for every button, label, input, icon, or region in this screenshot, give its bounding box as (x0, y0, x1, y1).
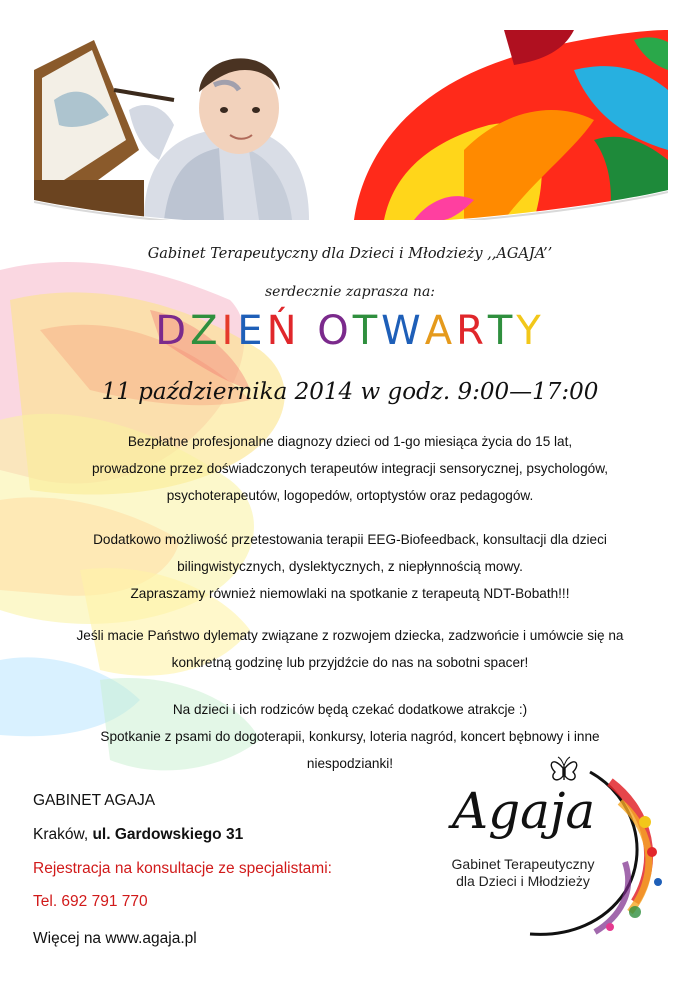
title-letter: R (456, 308, 488, 354)
title-letter: Y (516, 308, 545, 354)
title-letter: W (381, 308, 425, 354)
title-letter: Ń (266, 308, 301, 354)
title-letter: Z (190, 308, 222, 354)
text-line: psychoterapeutów, logopedów, ortoptystów oraz pedagogów. (166, 488, 534, 503)
title-letter: O (317, 308, 353, 354)
event-date: 11 października 2014 w godz. 9:00—17:00 (101, 379, 599, 405)
text-line: konkretną godzinę lub przyjdźcie do nas na sobotni spacer! (171, 655, 529, 670)
text-line: Bezpłatne profesjonalne diagnozy dzieci od 1-go miesiąca życia do 15 lat, (127, 434, 573, 449)
header-banner-image (34, 30, 668, 220)
paragraph-dilemmas (0, 622, 700, 676)
text-line: bilingwistycznych, dyslektycznych, z niepłynnością mowy. (177, 559, 523, 574)
contact-name: GABINET AGAJA (33, 792, 156, 809)
logo-subtitle-line: Gabinet Terapeutyczny (451, 856, 595, 872)
invite-line: serdecznie zaprasza na: (264, 284, 436, 300)
title-letter: A (424, 308, 457, 354)
title-letter: D (155, 308, 191, 354)
contact-registration: Rejestracja na konsultacje ze specjalistami: (33, 860, 332, 877)
title-letter (300, 308, 317, 354)
text-line: Jeśli macie Państwo dylematy związane z rozwojem dziecka, zadzwońcie i umówcie się na (76, 628, 624, 643)
event-title (0, 308, 700, 354)
butterfly-icon (551, 757, 576, 780)
title-letter: E (237, 308, 267, 354)
text-line: prowadzone przez doświadczonych terapeutów integracji sensorycznej, psychologów, (91, 461, 609, 476)
paragraph-diagnoses (0, 428, 700, 509)
contact-street: ul. Gardowskiego 31 (92, 826, 244, 843)
logo-subtitle-line: dla Dzieci i Młodzieży (456, 873, 590, 889)
organization-line: Gabinet Terapeutyczny dla Dzieci i Młodzieży ,,AGAJA’’ (147, 246, 553, 262)
logo-subtitle (428, 856, 618, 890)
text-line: Spotkanie z psami do dogoterapii, konkursy, loteria nagród, koncert bębnowy i inne (100, 729, 600, 744)
title-letter: T (352, 308, 382, 354)
contact-address (33, 826, 243, 844)
text-line: Na dzieci i ich rodziców będą czekać dodatkowe atrakcje :) (172, 702, 528, 717)
agaja-logo (420, 742, 670, 942)
title-letter: T (487, 308, 517, 354)
text-line: Zapraszamy również niemowlaki na spotkanie z terapeutą NDT-Bobath!!! (130, 586, 570, 601)
contact-city: Kraków, (33, 826, 93, 843)
logo-name: Agaja (452, 782, 596, 840)
paragraph-additional (0, 526, 700, 607)
text-line: Dodatkowo możliwość przetestowania terapii EEG-Biofeedback, konsultacji dla dzieci (93, 532, 607, 547)
contact-website[interactable]: Więcej na www.agaja.pl (33, 930, 197, 947)
contact-phone[interactable]: Tel. 692 791 770 (33, 893, 148, 910)
title-letter: I (221, 308, 238, 354)
text-line: niespodzianki! (306, 756, 394, 771)
